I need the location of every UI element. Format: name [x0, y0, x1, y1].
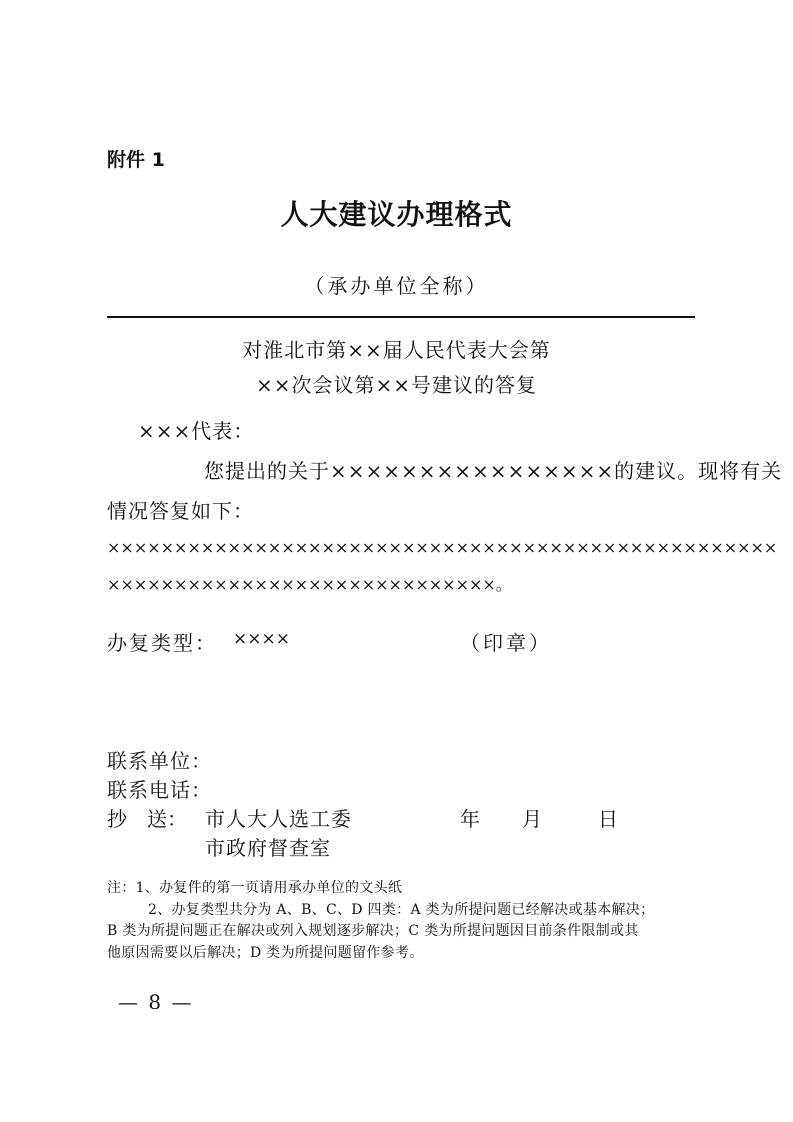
placeholder-text-line-2: ×××××××××××××××××××××××××××××。 [107, 575, 512, 594]
date-day: 日 [598, 807, 618, 831]
reply-title-line-1: 对淮北市第××届人民代表大会第 [242, 338, 551, 362]
salutation: ×××代表： [138, 419, 255, 443]
cc-recipient-1: 市人大人选工委 [205, 807, 352, 831]
contact-unit-label: 联系单位： [107, 749, 212, 773]
seal-placeholder: （印章） [460, 631, 552, 655]
note-line-4: 他原因需要以后解决；D 类为所提问题留作参考。 [107, 945, 424, 961]
document-title: 人大建议办理格式 [280, 198, 513, 231]
note-line-1: 注：1、办复件的第一页请用承办单位的文头纸 [107, 880, 403, 896]
header-divider [107, 316, 695, 318]
date-month: 月 [522, 807, 542, 831]
handling-type-value: ×××× [233, 629, 290, 649]
page-number: — 8 — [118, 990, 194, 1014]
contact-phone-label: 联系电话： [107, 778, 212, 802]
date-year: 年 [460, 807, 480, 831]
note-line-2: 2、办复类型共分为 A、B、C、D 四类：A 类为所提问题已经解决或基本解决； [148, 902, 655, 918]
cc-recipient-2: 市政府督查室 [205, 836, 331, 860]
organization-name: （承办单位全称） [304, 274, 489, 298]
placeholder-text-line-1: ×××××××××××××××××××××××××××××××××××××××××××××××××× [107, 538, 778, 557]
note-line-3: B 类为所提问题正在解决或列入规划逐步解决；C 类为所提问题因目前条件限制或其 [107, 923, 639, 939]
cc-label: 抄 送： [107, 807, 187, 831]
body-paragraph-line-1: 您提出的关于××××××××××××××××的建议。现将有关 [204, 459, 783, 483]
handling-type-label: 办复类型： [107, 631, 217, 655]
reply-title-line-2: ××次会议第××号建议的答复 [255, 373, 538, 397]
attachment-label: 附件 1 [107, 149, 165, 171]
body-paragraph-line-2: 情况答复如下： [107, 499, 254, 523]
